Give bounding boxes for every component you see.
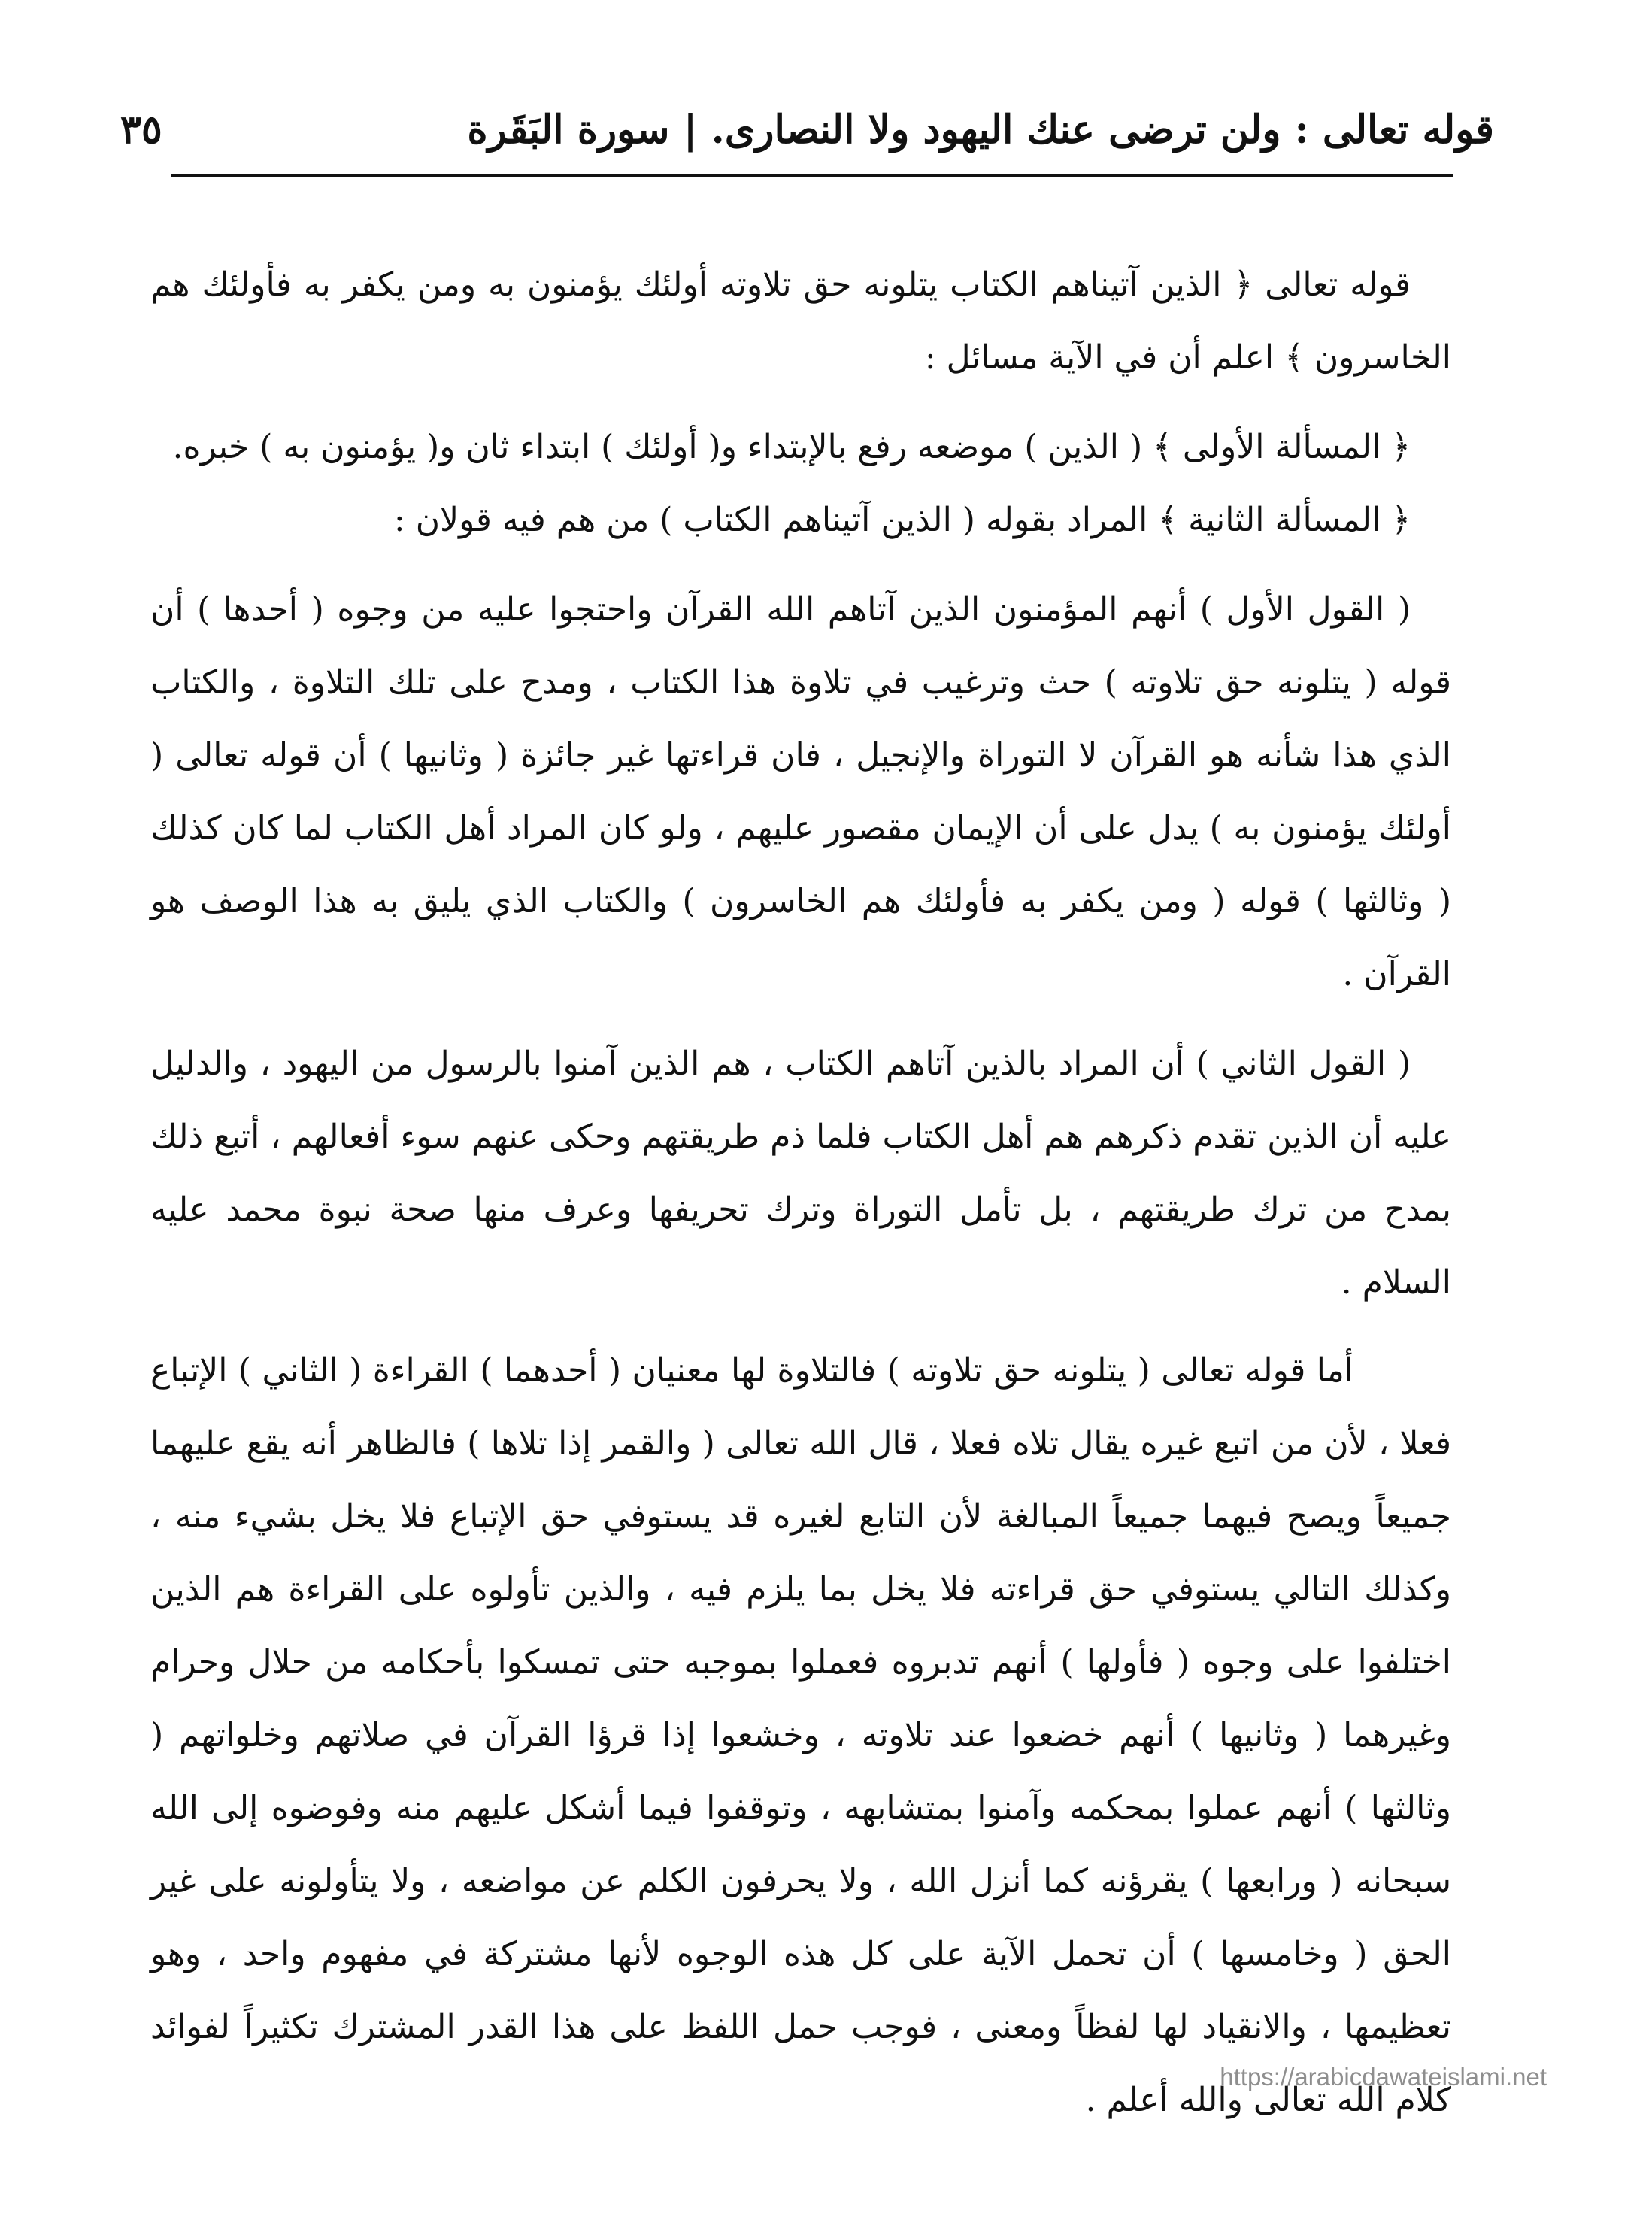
body-text xyxy=(150,248,1451,2137)
paragraph-recitation-meaning: أما قوله تعالى ( يتلونه حق تلاوته ) فالتلاوة لها معنيان ( أحدهما ) القراءة ( الثاني ) الإتباع فعلا ، لأن من اتبع غيره يقال تلاه فعلا ، قال الله تعالى ( والقمر إذا تلاها ) فالظاهر أنه يقع عليهما جميعاً ويصح فيهما جميعاً المبالغة لأن التابع لغيره قد يستوفي حق الإتباع فلا يخل بشيء منه ، وكذلك التالي يستوفي حق قراءته فلا يخل بما يلزم فيه ، والذين تأولوه على القراءة هم الذين اختلفوا على وجوه ( فأولها ) أنهم تدبروه فعملوا بموجبه حتى تمسكوا بأحكامه من حلال وحرام وغيرهما ( وثانيها ) أنهم خضعوا عند تلاوته ، وخشعوا إذا قرؤا القرآن في صلاتهم وخلواتهم ( وثالثها ) أنهم عملوا بمحكمه وآمنوا بمتشابهه ، وتوقفوا فيما أشكل عليهم منه وفوضوه إلى الله سبحانه ( ورابعها ) يقرؤنه كما أنزل الله ، ولا يحرفون الكلم عن مواضعه ، ولا يتأولونه على غير الحق ( وخامسها ) أن تحمل الآية على كل هذه الوجوه لأنها مشتركة في مفهوم واحد ، وهو تعظيمها ، والانقياد لها لفظاً ومعنى ، فوجب حمل اللفظ على هذا القدر المشترك تكثيراً لفوائد كلام الله تعالى والله أعلم . xyxy=(150,1351,1451,2119)
paragraph-first-issue: ﴿ المسألة الأولى ﴾ ( الذين ) موضعه رفع بالإبتداء و( أولئك ) ابتداء ثان و( يؤمنون به ) خبره. xyxy=(172,428,1411,466)
running-header-title: قوله تعالى : ولن ترضى عنك اليهود ولا النصارى. | سورة البَقَرة xyxy=(467,107,1494,153)
paragraph-verse-quote: قوله تعالى ﴿ الذين آتيناهم الكتاب يتلونه حق تلاوته أولئك يؤمنون به ومن يكفر به فأولئك هم الخاسرون ﴾ اعلم أن في الآية مسائل : xyxy=(150,265,1451,377)
paragraph-first-opinion: ( القول الأول ) أنهم المؤمنون الذين آتاهم الله القرآن واحتجوا عليه من وجوه ( أحدها ) أن قوله ( يتلونه حق تلاوته ) حث وترغيب في تلاوة هذا الكتاب ، ومدح على تلك التلاوة ، والكتاب الذي هذا شأنه هو القرآن لا التوراة والإنجيل ، فان قراءتها غير جائزة ( وثانيها ) أن قوله تعالى ( أولئك يؤمنون به ) يدل على أن الإيمان مقصور عليهم ، ولو كان المراد أهل الكتاب لما كان كذلك ( وثالثها ) قوله ( ومن يكفر به فأولئك هم الخاسرون ) والكتاب الذي يليق به هذا الوصف هو القرآن . xyxy=(150,590,1451,993)
paragraph-second-opinion: ( القول الثاني ) أن المراد بالذين آتاهم الكتاب ، هم الذين آمنوا بالرسول من اليهود ، والدليل عليه أن الذين تقدم ذكرهم هم أهل الكتاب فلما ذم طريقتهم وحكى عنهم سوء أفعالهم ، أتبع ذلك بمدح من ترك طريقتهم ، بل تأمل التوراة وترك تحريفها وعرف منها صحة نبوة محمد عليه السلام . xyxy=(150,1045,1451,1302)
paragraph-second-issue: ﴿ المسألة الثانية ﴾ المراد بقوله ( الذين آتيناهم الكتاب ) من هم فيه قولان : xyxy=(393,501,1411,539)
page-number: ٣٥ xyxy=(120,107,162,153)
header-rule xyxy=(171,174,1453,177)
source-watermark: https://arabicdawateislami.net xyxy=(1220,2063,1547,2091)
